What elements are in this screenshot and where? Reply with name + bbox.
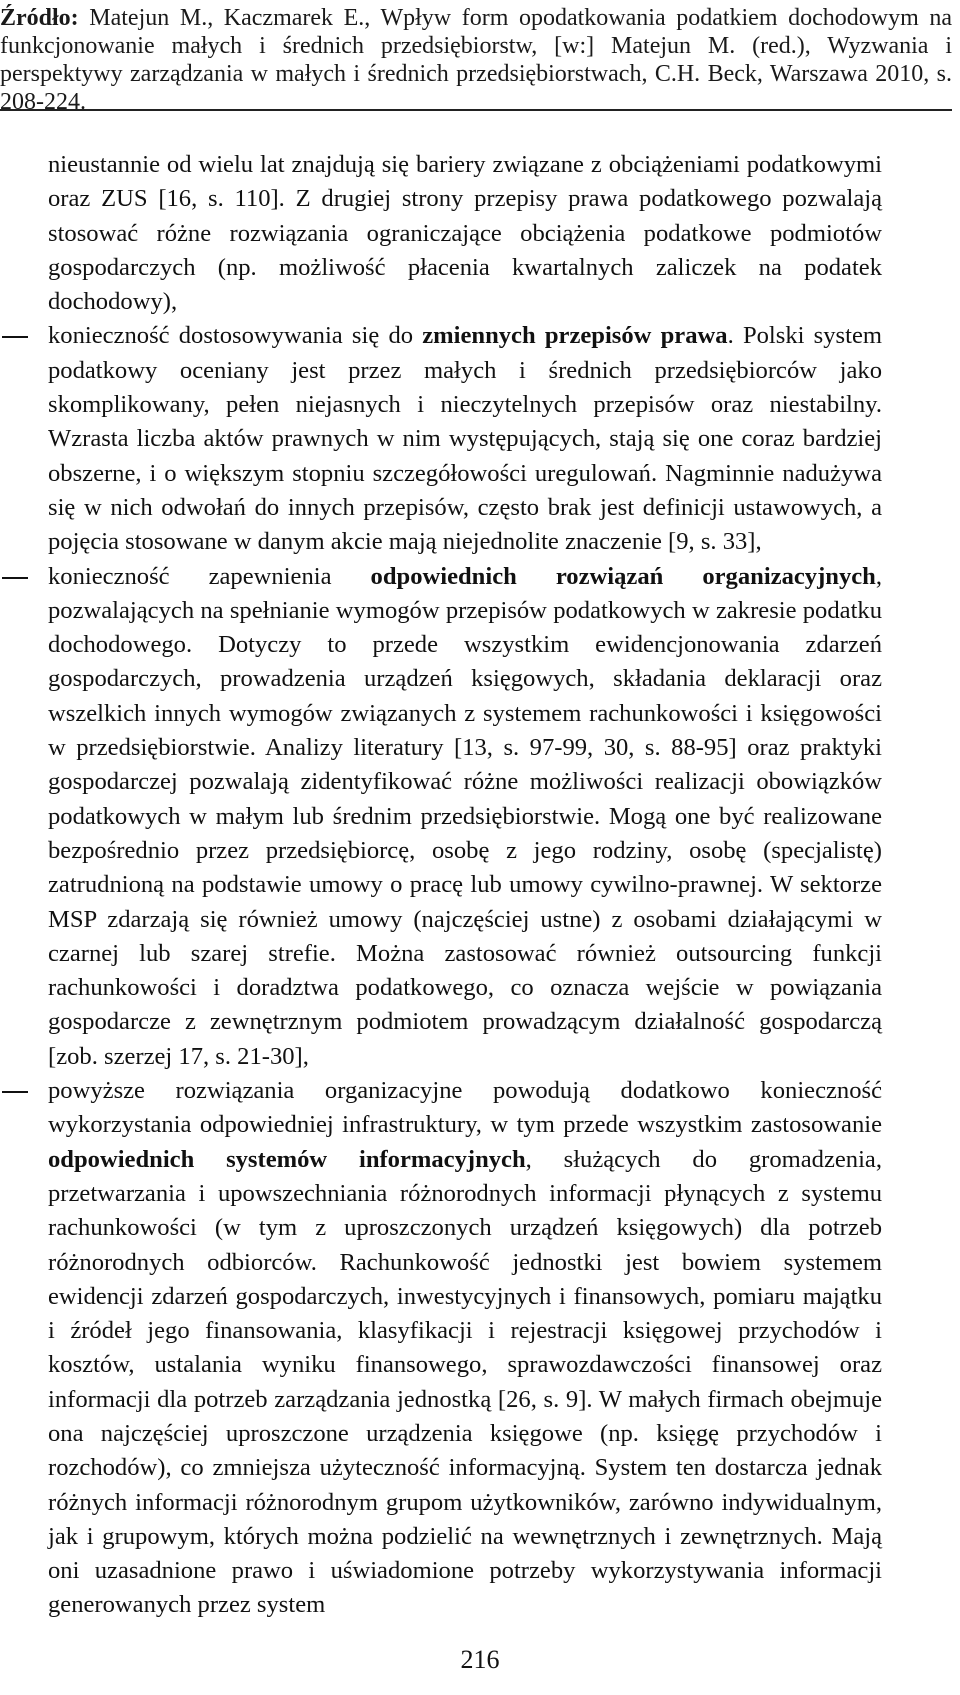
list-item-text: konieczność dostosowywania się do xyxy=(48,322,423,350)
page-number: 216 xyxy=(460,1645,500,1674)
source-label: Źródło: xyxy=(0,5,79,31)
list-item-emphasis: zmiennych przepisów prawa xyxy=(422,322,728,350)
list-item-text: powyższe rozwiązania organizacyjne powodują dodatkowo konieczność wykorzystania odpowiedniej infrastruktury, w tym przede wszystkim zastosowanie xyxy=(48,1077,882,1139)
body-text xyxy=(48,148,882,1623)
list-item xyxy=(48,319,882,559)
list-item-text: , służących do gromadzenia, przetwarzania i upowszechniania różnorodnych informacji płynących z systemu rachunkowości (w tym z uproszczonych urządzeń księgowych) dla potrzeb różnorodnych odbiorców. Rachunkowość jednostki jest bowiem systemem ewidencji zdarzeń gospodarczych, inwestycyjnych i finansowych, pomiaru majątku i źródeł jego finansowania, klasyfikacji i rejestracji księgowej przychodów i kosztów, ustalania wyniku finansowego, sprawozdawczości finansowej oraz informacji dla potrzeb zarządzania jednostką [26, s. 9]. W małych firmach obejmuje ona najczęściej uproszczone urządzenia księgowe (np. księgę przychodów i rozchodów), co zmniejsza użyteczność informacyjną. System ten dostarcza jednak różnych informacji różnorodnym grupom użytkowników, zarówno indywidualnym, jak i grupowym, których można podzielić na wewnętrznych i zewnętrznych. Mają oni uzasadnione prawo i uświadomione potrzeby wykorzystywania informacji generowanych przez system xyxy=(48,1145,882,1619)
source-citation xyxy=(0,4,952,116)
list-item-text: . Polski system podatkowy oceniany jest przez małych i średnich przedsiębiorców jako skomplikowany, pełen niejasnych i nieczytelnych przepisów oraz niestabilny. Wzrasta liczba aktów prawnych w nim występujących, stają się one coraz bardziej obszerne, i o większym stopniu szczegółowości uregulowań. Nagminnie nadużywa się w nich odwołań do innych przepisów, często brak jest definicji ustawowych, a pojęcia stosowane w danym akcie mają niejednolite znaczenie [9, s. 33], xyxy=(48,322,882,556)
list-item-emphasis: odpowiednich rozwiązań organizacyjnych xyxy=(370,562,876,590)
header-rule xyxy=(0,109,952,111)
list-item-text: konieczność zapewnienia xyxy=(48,562,371,590)
list-item-emphasis: odpowiednich systemów informacyjnych xyxy=(48,1145,526,1173)
list-item-text: , pozwalających na spełnianie wymogów przepisów podatkowych w zakresie podatku dochodowego. Dotyczy to przede wszystkim ewidencjonowania zdarzeń gospodarczych, prowadzenia urządzeń księgowych, składania deklaracji oraz wszelkich innych wymogów związanych z systemem rachunkowości i księgowości w przedsiębiorstwie. Analizy literatury [13, s. 97-99, 30, s. 88-95] oraz praktyki gospodarczej pozwalają zidentyfikować różne możliwości realizacji obowiązków podatkowych w małym lub średnim przedsiębiorstwie. Mogą one być realizowane bezpośrednio przez przedsiębiorcę, osobę z jego rodziny, osobę (specjalistę) zatrudnioną na podstawie umowy o pracę lub umowy cywilno-prawnej. W sektorze MSP zdarzają się również umowy (najczęściej ustne) z osobami działającymi w czarnej lub szarej strefie. Można zastosować również outsourcing funkcji rachunkowości i doradztwa podatkowego, co oznacza wejście w powiązania gospodarcze z zewnętrznym podmiotem prowadzącym działalność gospodarczą [zob. szerzej 17, s. 21-30], xyxy=(48,562,882,1070)
list-item xyxy=(48,1074,882,1623)
source-text: Matejun M., Kaczmarek E., Wpływ form opodatkowania podatkiem dochodowym na funkcjonowanie małych i średnich przedsiębiorstw, [w:] Matejun M. (red.), Wyzwania i perspektywy zarządzania w małych i średnich przedsiębiorstwach, C.H. Beck, Warszawa 2010, s. 208-224. xyxy=(0,5,952,115)
list-item xyxy=(48,560,882,1074)
intro-paragraph: nieustannie od wielu lat znajdują się bariery związane z obciążeniami podatkowymi oraz ZUS [16, s. 110]. Z drugiej strony przepisy prawa podatkowego pozwalają stosować różne rozwiązania ograniczające obciążenia podatkowe podmiotów gospodarczych (np. możliwość płacenia kwartalnych zaliczek na podatek dochodowy), xyxy=(48,151,882,316)
